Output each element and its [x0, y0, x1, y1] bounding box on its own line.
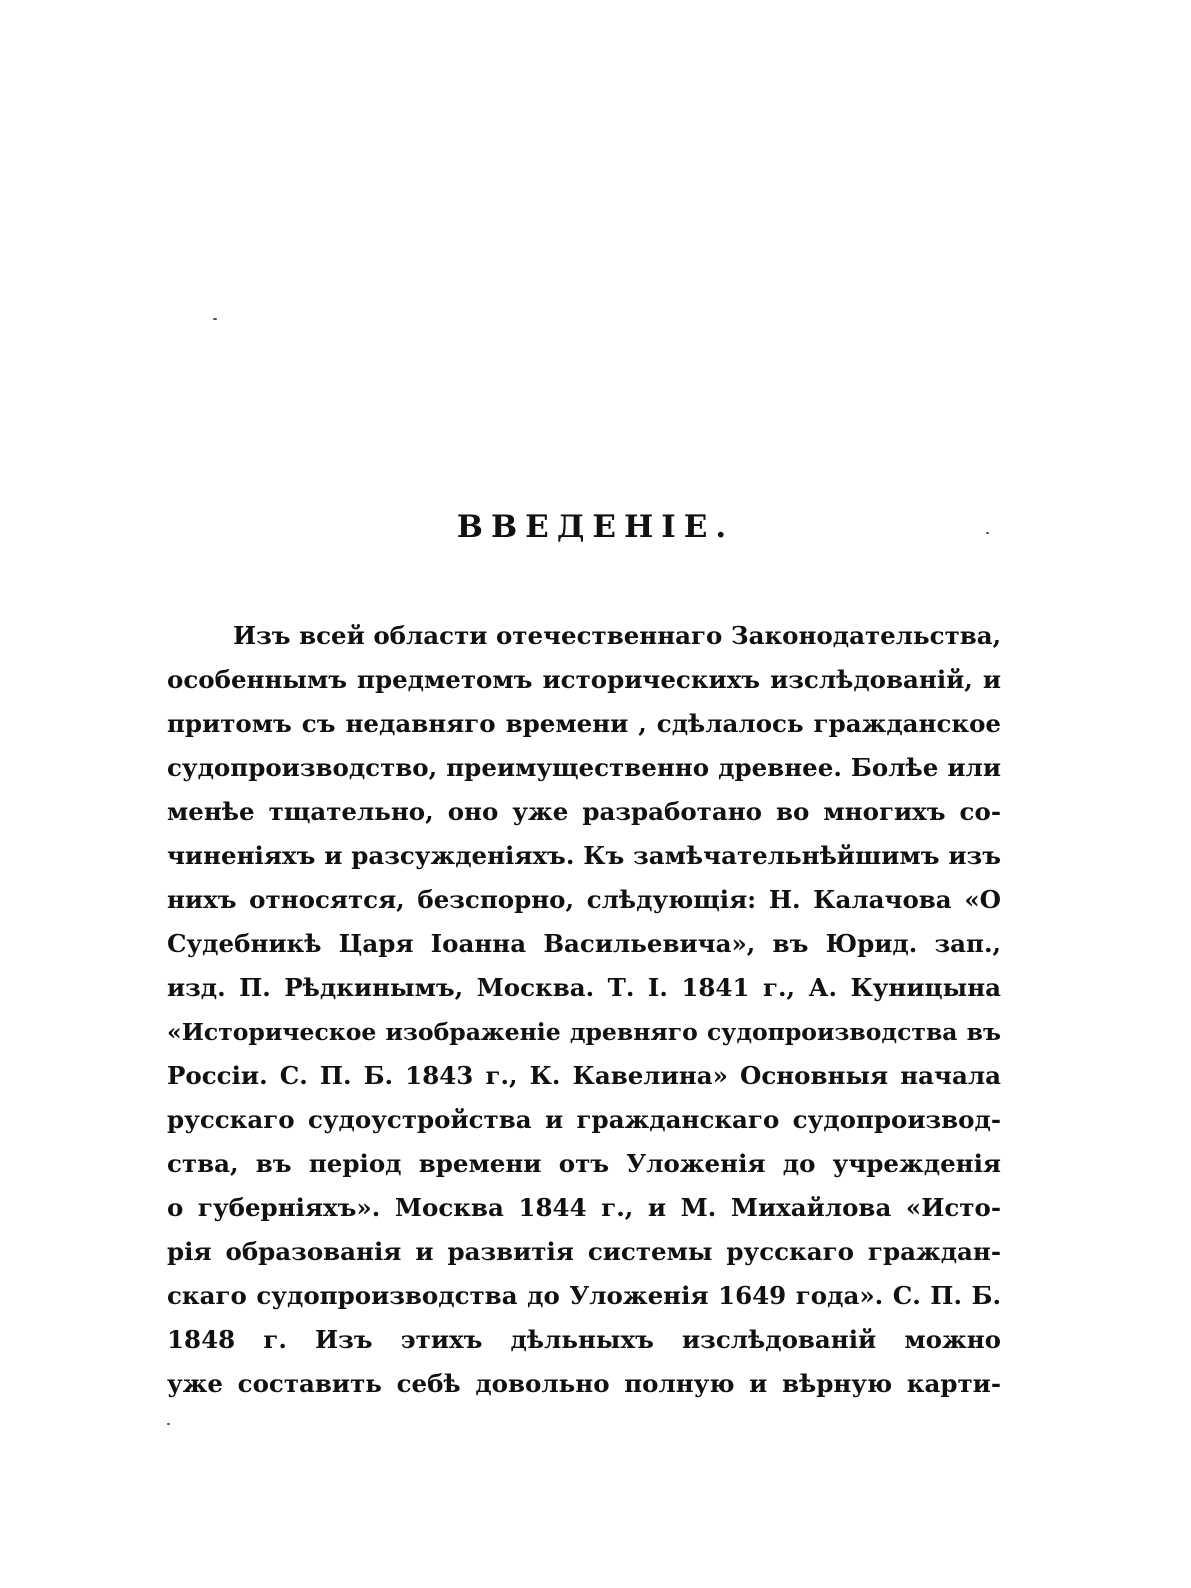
- scan-speck: [213, 318, 217, 320]
- text-line: 1848 г. Изъ этихъ дѣльныхъ изслѣдованій можно: [167, 1325, 1001, 1354]
- text-line: Судебникѣ Царя Іоанна Васильевича», въ Юрид. зап.,: [167, 929, 1001, 958]
- text-line: рія образованія и развитія системы русскаго граждан-: [167, 1237, 1001, 1266]
- text-line: Изъ всей области отечественнаго Законодательства,: [233, 621, 1002, 650]
- scan-speck: [167, 1423, 170, 1425]
- text-line: Россіи. С. П. Б. 1843 г., К. Кавелина» Основныя начала: [167, 1061, 1001, 1090]
- text-line: судопроизводство, преимущественно древнее. Болѣе или: [167, 753, 1001, 782]
- text-line: изд. П. Рѣдкинымъ, Москва. Т. I. 1841 г., А. Куницына: [167, 973, 1001, 1002]
- scan-speck: [986, 532, 989, 534]
- chapter-heading: ВВЕДЕНІЕ.: [456, 508, 735, 545]
- text-line: притомъ съ недавняго времени , сдѣлалось гражданское: [167, 709, 1001, 738]
- text-line: менѣе тщательно, оно уже разработано во многихъ со-: [167, 797, 1001, 826]
- text-line: о губерніяхъ». Москва 1844 г., и М. Михайлова «Исто-: [167, 1193, 1001, 1222]
- body-text: [167, 614, 1001, 1406]
- text-line: скаго судопроизводства до Уложенія 1649 года». С. П. Б.: [167, 1281, 1001, 1310]
- text-line: нихъ относятся, безспорно, слѣдующія: Н. Калачова «О: [167, 885, 1001, 914]
- text-line: «Историческое изображеніе древняго судопроизводства въ: [167, 1018, 1001, 1046]
- text-line: уже составить себѣ довольно полную и вѣрную карти-: [167, 1369, 1001, 1398]
- text-line: чиненіяхъ и разсужденіяхъ. Къ замѣчательнѣйшимъ изъ: [167, 841, 1001, 870]
- text-line: ства, въ період времени отъ Уложенія до учрежденія: [167, 1149, 1001, 1178]
- text-line: особеннымъ предметомъ историческихъ изслѣдованій, и: [167, 665, 1001, 694]
- text-line: русскаго судоустройства и гражданскаго судопроизвод-: [167, 1105, 1001, 1134]
